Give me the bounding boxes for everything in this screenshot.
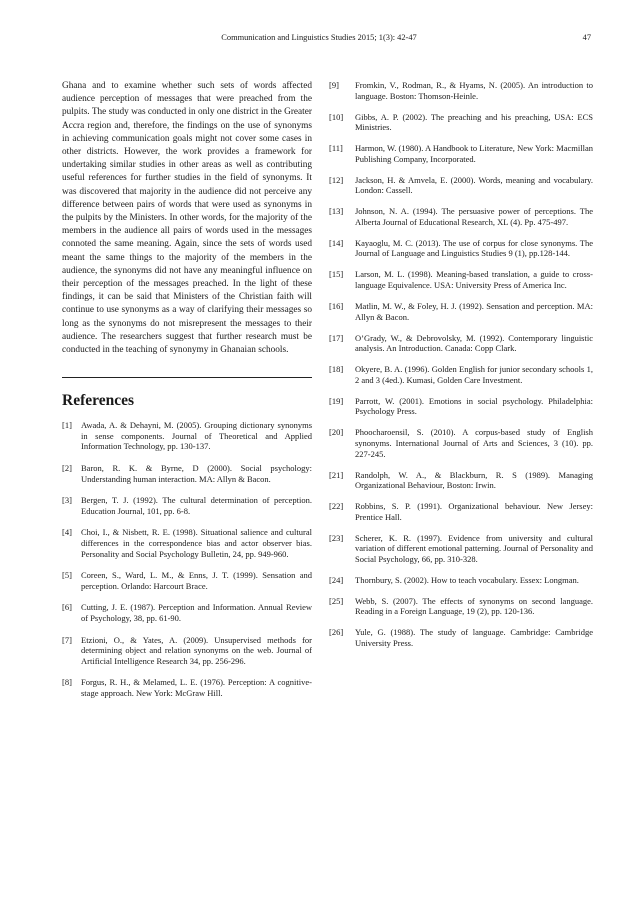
reference-entry — [329, 206, 593, 227]
reference-text: Webb, S. (2007). The effects of synonyms on second language. Reading in a Foreign Language, 19 (2), pp. 120-136. — [355, 595, 593, 617]
reference-text: Cutting, J. E. (1987). Perception and Information. Annual Review of Psychology, 38, pp. 61-90. — [81, 602, 312, 623]
reference-entry — [329, 80, 593, 101]
reference-text: Jackson, H. & Amvela, E. (2000). Words, meaning and vocabulary. London: Cassell. — [355, 174, 593, 196]
reference-entry — [329, 175, 593, 196]
reference-list-right — [329, 80, 593, 649]
reference-number: [18] — [329, 364, 344, 375]
reference-entry — [329, 627, 593, 648]
reference-entry — [329, 112, 593, 133]
reference-entry — [62, 420, 312, 452]
reference-text: Randolph, W. A., & Blackburn, R. S (1989). Managing Organizational Behaviour, Boston: Irwin. — [355, 469, 593, 491]
reference-text: Robbins, S. P. (1991). Organizational behaviour. New Jersey: Prentice Hall. — [355, 501, 593, 522]
reference-number: [21] — [329, 469, 344, 480]
reference-number: [25] — [329, 595, 344, 606]
reference-entry — [62, 495, 312, 516]
reference-number: [4] — [62, 527, 72, 538]
journal-citation: Communication and Linguistics Studies 2015; 1(3): 42-47 — [221, 33, 417, 42]
right-column — [329, 80, 593, 659]
reference-text: O’Grady, W., & Debrovolsky, M. (1992). Contemporary linguistic analysis. An Introduction. Canada: Copp Clark. — [355, 332, 593, 354]
reference-number: [17] — [329, 332, 344, 343]
reference-text: Baron, R. K. & Byrne, D (2000). Social psychology: Understanding human interaction. MA: Allyn & Bacon. — [81, 463, 312, 484]
reference-number: [1] — [62, 420, 72, 431]
reference-text: Phoocharoensil, S. (2010). A corpus-based study of English synonyms. International Journal of Arts and Sciences, 3 (10). pp. 227-245. — [355, 427, 593, 459]
reference-list-left — [62, 420, 312, 698]
references-heading: References — [62, 392, 135, 410]
reference-text: Forgus, R. H., & Melamed, L. E. (1976). Perception: A cognitive-stage approach. New York: McGraw Hill. — [81, 677, 312, 698]
reference-text: Harmon, W. (1980). A Handbook to Literature, New York: Macmillan Publishing Company, Incorporated. — [355, 143, 593, 164]
reference-number: [8] — [62, 677, 72, 688]
reference-text: Scherer, K. R. (1997). Evidence from university and cultural variation of different emotional patterning. Journal of Personality and Social Psychology, 66, pp. 310-328. — [355, 532, 593, 564]
reference-text: Larson, M. L. (1998). Meaning-based translation, a guide to cross-language Equivalence. USA: University Press of America Inc. — [355, 269, 593, 291]
left-column — [62, 80, 312, 710]
page-number: 47 — [582, 33, 591, 42]
reference-entry — [329, 333, 593, 354]
reference-entry — [329, 364, 593, 385]
reference-text: Parrott, W. (2001). Emotions in social psychology. Philadelphia: Psychology Press. — [355, 395, 593, 417]
reference-text: Bergen, T. J. (1992). The cultural determination of perception. Education Journal, 101, pp. 6-8. — [81, 495, 312, 516]
section-divider — [62, 377, 312, 378]
reference-number: [16] — [329, 301, 344, 312]
reference-entry — [62, 463, 312, 484]
reference-text: Etzioni, O., & Yates, A. (2009). Unsupervised methods for determining object and relation synonyms on the web. Journal of Artificial Intelligence Research 34, pp. 256-296. — [81, 634, 312, 666]
reference-text: Choi, I., & Nisbett, R. E. (1998). Situational salience and cultural differences in the correspondence bias and actor observer bias. Personality and Social Psychology Bulletin, 24, pp. 949-960. — [81, 527, 312, 559]
reference-number: [6] — [62, 602, 72, 613]
reference-number: [13] — [329, 206, 344, 217]
reference-number: [14] — [329, 237, 344, 248]
reference-entry — [329, 301, 593, 322]
reference-entry — [329, 470, 593, 491]
reference-entry — [329, 427, 593, 459]
reference-text: Yule, G. (1988). The study of language. Cambridge: Cambridge University Press. — [355, 627, 593, 649]
reference-text: Johnson, N. A. (1994). The persuasive power of perceptions. The Alberta Journal of Educational Research, XL (4). Pp. 475-497. — [355, 206, 593, 227]
reference-entry — [62, 527, 312, 559]
reference-number: [2] — [62, 463, 72, 474]
conclusion-paragraph: Ghana and to examine whether such sets of words affected audience perception of messages that were preached from the pulpits. The study was conducted in only one district in the Greater Accra region and, therefore, the findings on the use of synonyms in achieving communication goals might not cover some cases in other districts. However, the work provides a framework for undertaking similar studies in other areas as well as contributing useful references for further studies in the field of synonyms. It was discovered that majority in the audience did not perceive any difference between pairs of words that were used as synonyms in the pulpits by the Ministers. In other words, for the majority of the members in the audience all pairs of words used in the messages connoted the same meaning. Again, since the sets of words used meant the same things to the majority of the members in the audience, the synonyms did not have any meaningful influence on their perception of the messages preached. In the light of these findings, it can be said that Ministers of the Christian faith will continue to use synonyms as a way of clarifying their messages so long as the synonyms do not misrepresent the messages to their audience. The researchers suggest that further research must be conducted in the teaching of synonymy in Ghanaian schools. — [62, 81, 312, 356]
reference-text: Kayaoglu, M. C. (2013). The use of corpus for close synonyms. The Journal of Language and Linguistics Studies 9 (1), pp.128-144. — [355, 237, 593, 259]
reference-entry — [329, 269, 593, 290]
reference-text: Matlin, M. W., & Foley, H. J. (1992). Sensation and perception. MA: Allyn & Bacon. — [355, 301, 593, 322]
reference-number: [15] — [329, 269, 344, 280]
reference-text: Awada, A. & Dehayni, M. (2005). Grouping dictionary synonyms in sense components. Journal of Theoretical and Applied Information Technology, pp. 130-137. — [81, 420, 312, 452]
reference-number: [10] — [329, 111, 344, 122]
reference-text: Fromkin, V., Rodman, R., & Hyams, N. (2005). An introduction to language. Boston: Thomson-Heinle. — [355, 80, 593, 101]
reference-entry — [329, 396, 593, 417]
reference-number: [5] — [62, 570, 72, 581]
reference-text: Gibbs, A. P. (2002). The preaching and his preaching, USA: ECS Ministries. — [355, 111, 593, 133]
reference-number: [7] — [62, 634, 72, 645]
reference-number: [22] — [329, 501, 344, 512]
reference-number: [23] — [329, 532, 344, 543]
running-header — [0, 31, 638, 45]
reference-entry — [329, 575, 593, 586]
reference-number: [12] — [329, 174, 344, 185]
reference-number: [24] — [329, 574, 344, 585]
reference-entry — [329, 596, 593, 617]
reference-entry — [329, 533, 593, 565]
reference-entry — [329, 143, 593, 164]
reference-number: [19] — [329, 395, 344, 406]
reference-entry — [62, 602, 312, 623]
reference-number: [9] — [329, 80, 339, 90]
reference-entry — [62, 677, 312, 698]
reference-number: [3] — [62, 495, 72, 506]
reference-entry — [329, 501, 593, 522]
reference-entry — [329, 238, 593, 259]
reference-entry — [62, 635, 312, 667]
reference-text: Okyere, B. A. (1996). Golden English for junior secondary schools 1, 2 and 3 (4ed.). Kumasi, Golden Care Investment. — [355, 364, 593, 385]
reference-number: [20] — [329, 427, 344, 438]
reference-text: Coreen, S., Ward, L. M., & Enns, J. T. (1999). Sensation and perception. Orlando: Harcourt Brace. — [81, 570, 312, 591]
reference-entry — [62, 570, 312, 591]
reference-text: Thornbury, S. (2002). How to teach vocabulary. Essex: Longman. — [355, 574, 579, 585]
reference-number: [11] — [329, 143, 343, 154]
reference-number: [26] — [329, 627, 344, 638]
